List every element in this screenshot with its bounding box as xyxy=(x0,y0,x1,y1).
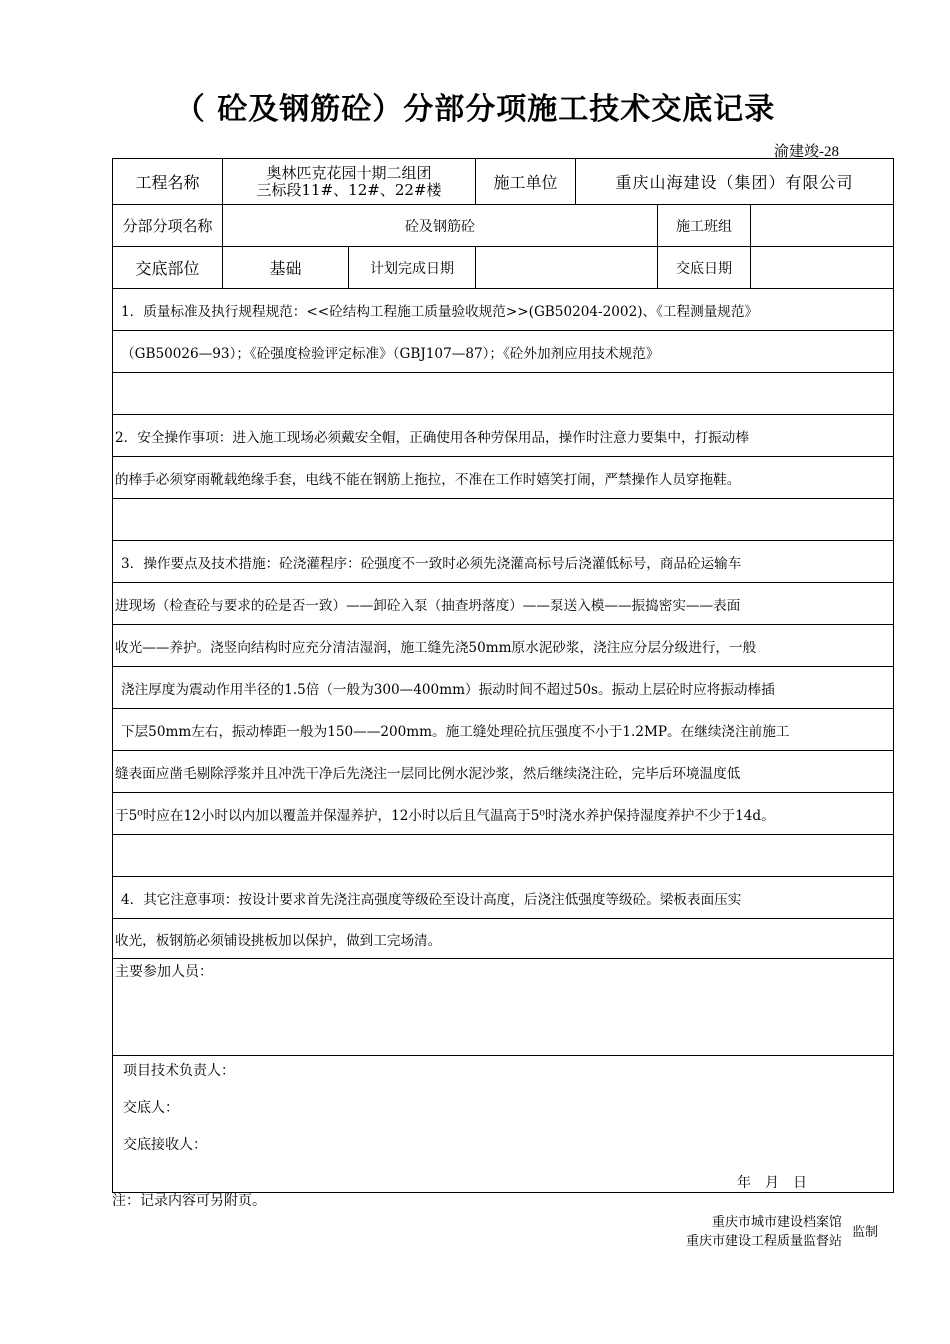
content-line: 的棒手必须穿雨靴载绝缘手套，电线不能在钢筋上拖拉，不准在工作时嬉笑打闹，严禁操作人员穿拖鞋。 xyxy=(113,457,894,499)
project-name-value xyxy=(223,159,476,205)
subitem-name-value: 砼及钢筋砼 xyxy=(223,205,658,247)
content-line xyxy=(113,373,894,415)
handover-record-table xyxy=(112,158,894,1193)
content-line xyxy=(113,835,894,877)
participants-label: 主要参加人员： xyxy=(115,964,213,980)
tech-lead-label: 项目技术负责人： xyxy=(123,1063,235,1079)
content-line: 缝表面应凿毛剔除浮浆并且冲洗干净后先浇注一层同比例水泥沙浆，然后继续浇注砼，完毕后环境温度低 xyxy=(113,751,894,793)
location-label: 交底部位 xyxy=(113,247,223,289)
plan-date-value xyxy=(476,247,658,289)
construction-unit-value: 重庆山海建设（集团）有限公司 xyxy=(576,159,894,205)
content-line: 4．其它注意事项：按设计要求首先浇注高强度等级砼至设计高度，后浇注低强度等级砼。梁板表面压实 xyxy=(113,877,894,919)
content-line xyxy=(113,499,894,541)
content-line: 收光——养护。浇竖向结构时应充分清洁湿润，施工缝先浇50mm原水泥砂浆，浇注应分层分级进行，一般 xyxy=(113,625,894,667)
location-value: 基础 xyxy=(223,247,349,289)
content-line: 进现场（检查砼与要求的砼是否一致）——卸砼入泵（抽查坍落度）——泵送入模——振捣密实——表面 xyxy=(113,583,894,625)
supervised-by: 监制 xyxy=(852,1225,879,1240)
handover-person-label: 交底人： xyxy=(123,1100,179,1116)
content-line: 于5⁰时应在12小时以内加以覆盖并保湿养护，12小时以后且气温高于5⁰时浇水养护保持湿度养护不少于14d。 xyxy=(113,793,894,835)
archive-org: 重庆市城市建设档案馆 xyxy=(711,1215,842,1230)
project-name-label: 工程名称 xyxy=(113,159,223,205)
handover-date-label: 交底日期 xyxy=(658,247,751,289)
form-title: （ 砼及钢筋砼）分部分项施工技术交底记录 xyxy=(174,92,776,127)
subitem-name-label: 分部分项名称 xyxy=(113,205,223,247)
team-value xyxy=(751,205,894,247)
construction-unit-label: 施工单位 xyxy=(476,159,576,205)
content-line: 收光，板钢筋必须铺设挑板加以保护，做到工完场清。 xyxy=(113,919,894,959)
content-line: 1．质量标准及执行规程规范：<<砼结构工程施工质量验收规范>>(GB50204-2002)、《工程测量规范》 xyxy=(113,289,894,331)
supervision-org: 重庆市建设工程质量监督站 xyxy=(685,1234,842,1249)
project-name-line2: 三标段11#、12#、22#楼 xyxy=(256,180,442,199)
participants-section xyxy=(113,959,894,1056)
footnote: 注：记录内容可另附页。 xyxy=(112,1193,266,1209)
signature-date: 年月日 xyxy=(737,1175,821,1191)
form-code: 渝建竣-28 xyxy=(774,144,839,160)
content-line: 2．安全操作事项：进入施工现场必须戴安全帽，正确使用各种劳保用品，操作时注意力要集中，打振动棒 xyxy=(113,415,894,457)
content-line: 3．操作要点及技术措施：砼浇灌程序：砼强度不一致时必须先浇灌高标号后浇灌低标号，商品砼运输车 xyxy=(113,541,894,583)
project-name-line1: 奥林匹克花园十期二组团 xyxy=(266,163,432,182)
receiver-label: 交底接收人： xyxy=(123,1137,207,1153)
content-line: （GB50026—93）；《砼强度检验评定标准》（GBJ107—87）；《砼外加剂应用技术规范》 xyxy=(113,331,894,373)
team-label: 施工班组 xyxy=(658,205,751,247)
plan-date-label: 计划完成日期 xyxy=(349,247,476,289)
content-line: 下层50mm左右，振动棒距一般为150——200mm。施工缝处理砼抗压强度不小于1.2MP。在继续浇注前施工 xyxy=(113,709,894,751)
handover-date-value xyxy=(751,247,894,289)
signature-section xyxy=(113,1056,894,1193)
content-line: 浇注厚度为震动作用半径的1.5倍（一般为300—400mm）振动时间不超过50s。振动上层砼时应将振动棒插 xyxy=(113,667,894,709)
